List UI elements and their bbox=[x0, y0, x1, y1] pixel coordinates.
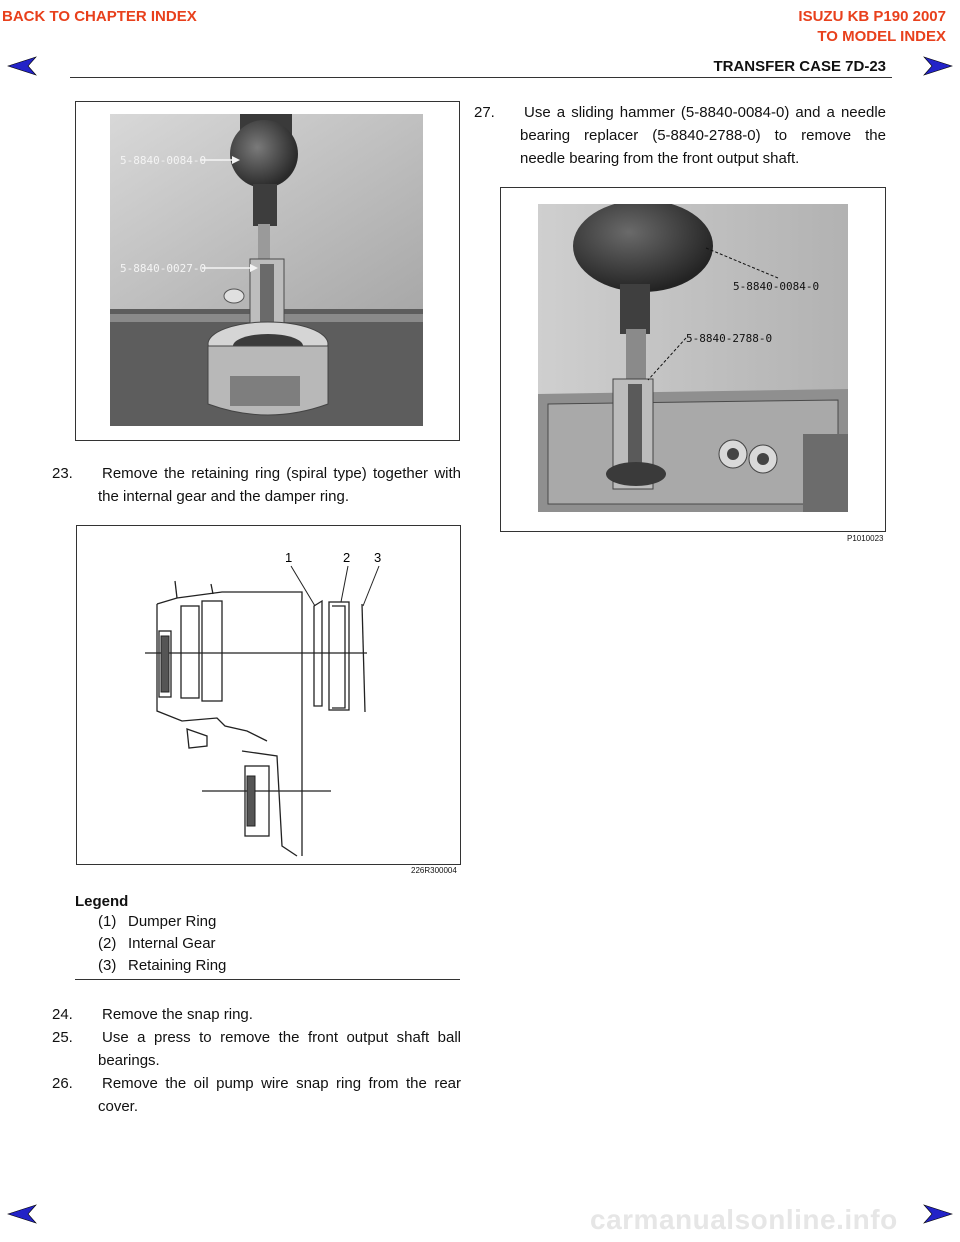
prev-page-arrow-icon[interactable] bbox=[6, 56, 38, 76]
figure-2-frame bbox=[76, 525, 461, 865]
legend-item: (2) Internal Gear bbox=[98, 935, 216, 952]
step-text: Use a sliding hammer (5-8840-0084-0) and a needle bearing replacer (5-8840-2788-0) to remove the needle bearing from the front output shaft. bbox=[520, 104, 886, 167]
figure-1-frame bbox=[75, 101, 460, 441]
tool-callout-bottom: 5-8840-0027-0 bbox=[120, 262, 207, 275]
sliding-hammer-photo bbox=[110, 114, 423, 426]
figure-3-frame bbox=[500, 187, 886, 532]
to-model-index-link[interactable]: TO MODEL INDEX bbox=[817, 28, 946, 45]
callout-1: 1 bbox=[285, 550, 293, 565]
model-name-link[interactable]: ISUZU KB P190 2007 bbox=[798, 8, 946, 25]
step-number: 23. bbox=[52, 465, 73, 482]
steps-24-26 bbox=[52, 1003, 461, 1118]
prev-page-arrow-icon[interactable] bbox=[6, 1204, 38, 1224]
legend-item: (3) Retaining Ring bbox=[98, 957, 227, 974]
cross-section-diagram bbox=[77, 526, 460, 864]
step-25: 25. Use a press to remove the front output shaft ball bearings. bbox=[52, 1029, 461, 1069]
legend-title: Legend bbox=[75, 893, 129, 910]
needle-bearing-replacer-photo bbox=[538, 204, 848, 512]
step-number: 27. bbox=[474, 104, 495, 121]
callout-2: 2 bbox=[343, 550, 351, 565]
step-26: 26. Remove the oil pump wire snap ring from the rear cover. bbox=[52, 1075, 461, 1115]
next-page-arrow-icon[interactable] bbox=[922, 1204, 954, 1224]
next-page-arrow-icon[interactable] bbox=[922, 56, 954, 76]
tool-callout-top: 5-8840-0084-0 bbox=[120, 154, 207, 167]
step-text: Remove the retaining ring (spiral type) together with the internal gear and the damper ring. bbox=[98, 465, 461, 505]
legend-list bbox=[98, 913, 226, 979]
tool-callout-top: 5-8840-0084-0 bbox=[733, 280, 820, 293]
callout-3: 3 bbox=[374, 550, 382, 565]
legend-rule bbox=[75, 979, 460, 980]
step-24: 24. Remove the snap ring. bbox=[52, 1006, 253, 1023]
page-title: TRANSFER CASE 7D-23 bbox=[713, 58, 886, 75]
back-to-chapter-index-link[interactable]: BACK TO CHAPTER INDEX bbox=[2, 8, 197, 25]
legend-item: (1) Dumper Ring bbox=[98, 913, 217, 930]
header-rule bbox=[70, 77, 892, 78]
figure-3-caption: P1010023 bbox=[847, 534, 884, 543]
figure-2-caption: 226R300004 bbox=[411, 866, 457, 875]
step-27 bbox=[474, 101, 886, 170]
step-23 bbox=[52, 462, 461, 508]
tool-callout-bottom: 5-8840-2788-0 bbox=[686, 332, 773, 345]
watermark: carmanualsonline.info bbox=[590, 1204, 898, 1235]
